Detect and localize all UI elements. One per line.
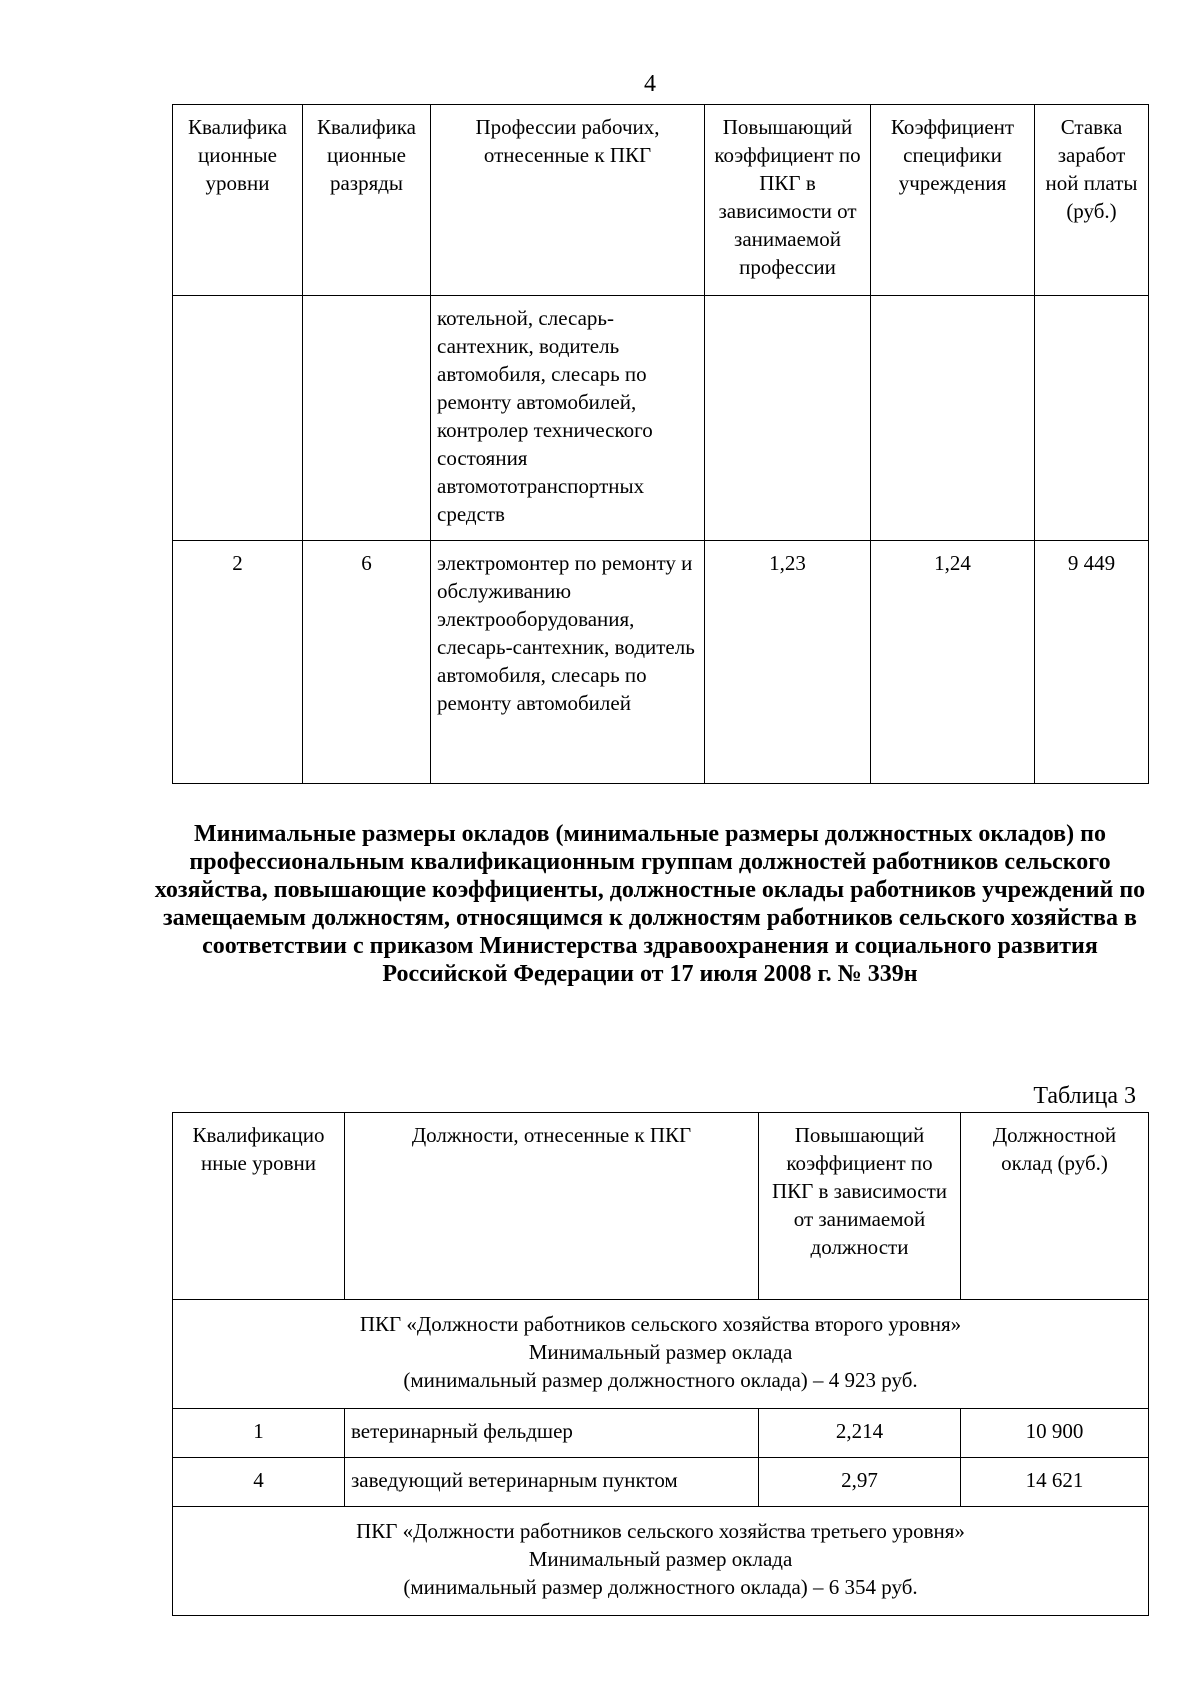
pkg-group-min-value: (минимальный размер должностного оклада) – 6 354 руб.: [403, 1575, 918, 1599]
cell-level: [173, 296, 303, 541]
cell-coef: [705, 296, 871, 541]
page-number: 4: [644, 71, 656, 97]
header-specific-coef: Коэффициент специфики учреждения: [871, 105, 1035, 296]
pkg-group-min-label: Минимальный размер оклада: [528, 1340, 793, 1364]
table-row: [173, 1458, 1149, 1507]
cell-specific: [871, 296, 1035, 541]
section-heading: Минимальные размеры окладов (минимальные размеры должностных окладов) по профессиональным квалификационным группам должностей работников сельского хозяйства, повышающие коэффициенты, должностные оклады работников учреждений по замещаемым должностям, относящимся к должностям работников сельского хозяйства в соответствии с приказом Министерства здравоохранения и социального развития Российской Федерации от 17 июля 2008 г. № 339н: [154, 821, 1146, 987]
header-qual-levels: Квалифика ционные уровни: [173, 105, 303, 296]
cell-specific: 1,24: [871, 541, 1035, 784]
table-header-row: [173, 105, 1149, 296]
table-row: [173, 296, 1149, 541]
cell-level: 1: [173, 1409, 345, 1458]
cell-rate: 9 449: [1035, 541, 1149, 784]
cell-professions: электромонтер по ремонту и обслуживанию электрооборудования, слесарь-сантехник, водитель автомобиля, слесарь по ремонту автомобилей: [431, 541, 705, 784]
header-wage-rate: Ставка заработ ной платы (руб.): [1035, 105, 1149, 296]
pkg-group-row: [173, 1300, 1149, 1409]
pkg-group-cell: [173, 1507, 1149, 1616]
header-qual-levels: Квалификацио нные уровни: [173, 1113, 345, 1300]
header-qual-grades: Квалифика ционные разряды: [303, 105, 431, 296]
pkg-group-title: ПКГ «Должности работников сельского хозяйства второго уровня»: [359, 1312, 962, 1336]
professions-table: [172, 104, 1149, 784]
pkg-group-title: ПКГ «Должности работников сельского хозяйства третьего уровня»: [356, 1519, 965, 1543]
header-raising-coef: Повышающий коэффициент по ПКГ в зависимости от занимаемой должности: [759, 1113, 961, 1300]
cell-coef: 1,23: [705, 541, 871, 784]
pkg-group-min-label: Минимальный размер оклада: [528, 1547, 793, 1571]
cell-salary: 10 900: [961, 1409, 1149, 1458]
header-professions: Профессии рабочих, отнесенные к ПКГ: [431, 105, 705, 296]
cell-level: 2: [173, 541, 303, 784]
cell-level: 4: [173, 1458, 345, 1507]
cell-rate: [1035, 296, 1149, 541]
pkg-group-cell: [173, 1300, 1149, 1409]
positions-table: [172, 1112, 1149, 1616]
table-caption: Таблица 3: [1033, 1083, 1136, 1109]
header-positions: Должности, отнесенные к ПКГ: [345, 1113, 759, 1300]
cell-grade: 6: [303, 541, 431, 784]
cell-grade: [303, 296, 431, 541]
cell-coef: 2,97: [759, 1458, 961, 1507]
header-salary: Должностной оклад (руб.): [961, 1113, 1149, 1300]
pkg-group-row: [173, 1507, 1149, 1616]
table-header-row: [173, 1113, 1149, 1300]
header-raising-coef: Повышающий коэффициент по ПКГ в зависимости от занимаемой профессии: [705, 105, 871, 296]
cell-position: ветеринарный фельдшер: [345, 1409, 759, 1458]
cell-position: заведующий ветеринарным пунктом: [345, 1458, 759, 1507]
table-row: [173, 1409, 1149, 1458]
cell-coef: 2,214: [759, 1409, 961, 1458]
cell-professions: котельной, слесарь-сантехник, водитель автомобиля, слесарь по ремонту автомобилей, контролер технического состояния автомототранспортных средств: [431, 296, 705, 541]
table-row: [173, 541, 1149, 784]
cell-salary: 14 621: [961, 1458, 1149, 1507]
pkg-group-min-value: (минимальный размер должностного оклада) – 4 923 руб.: [403, 1368, 918, 1392]
